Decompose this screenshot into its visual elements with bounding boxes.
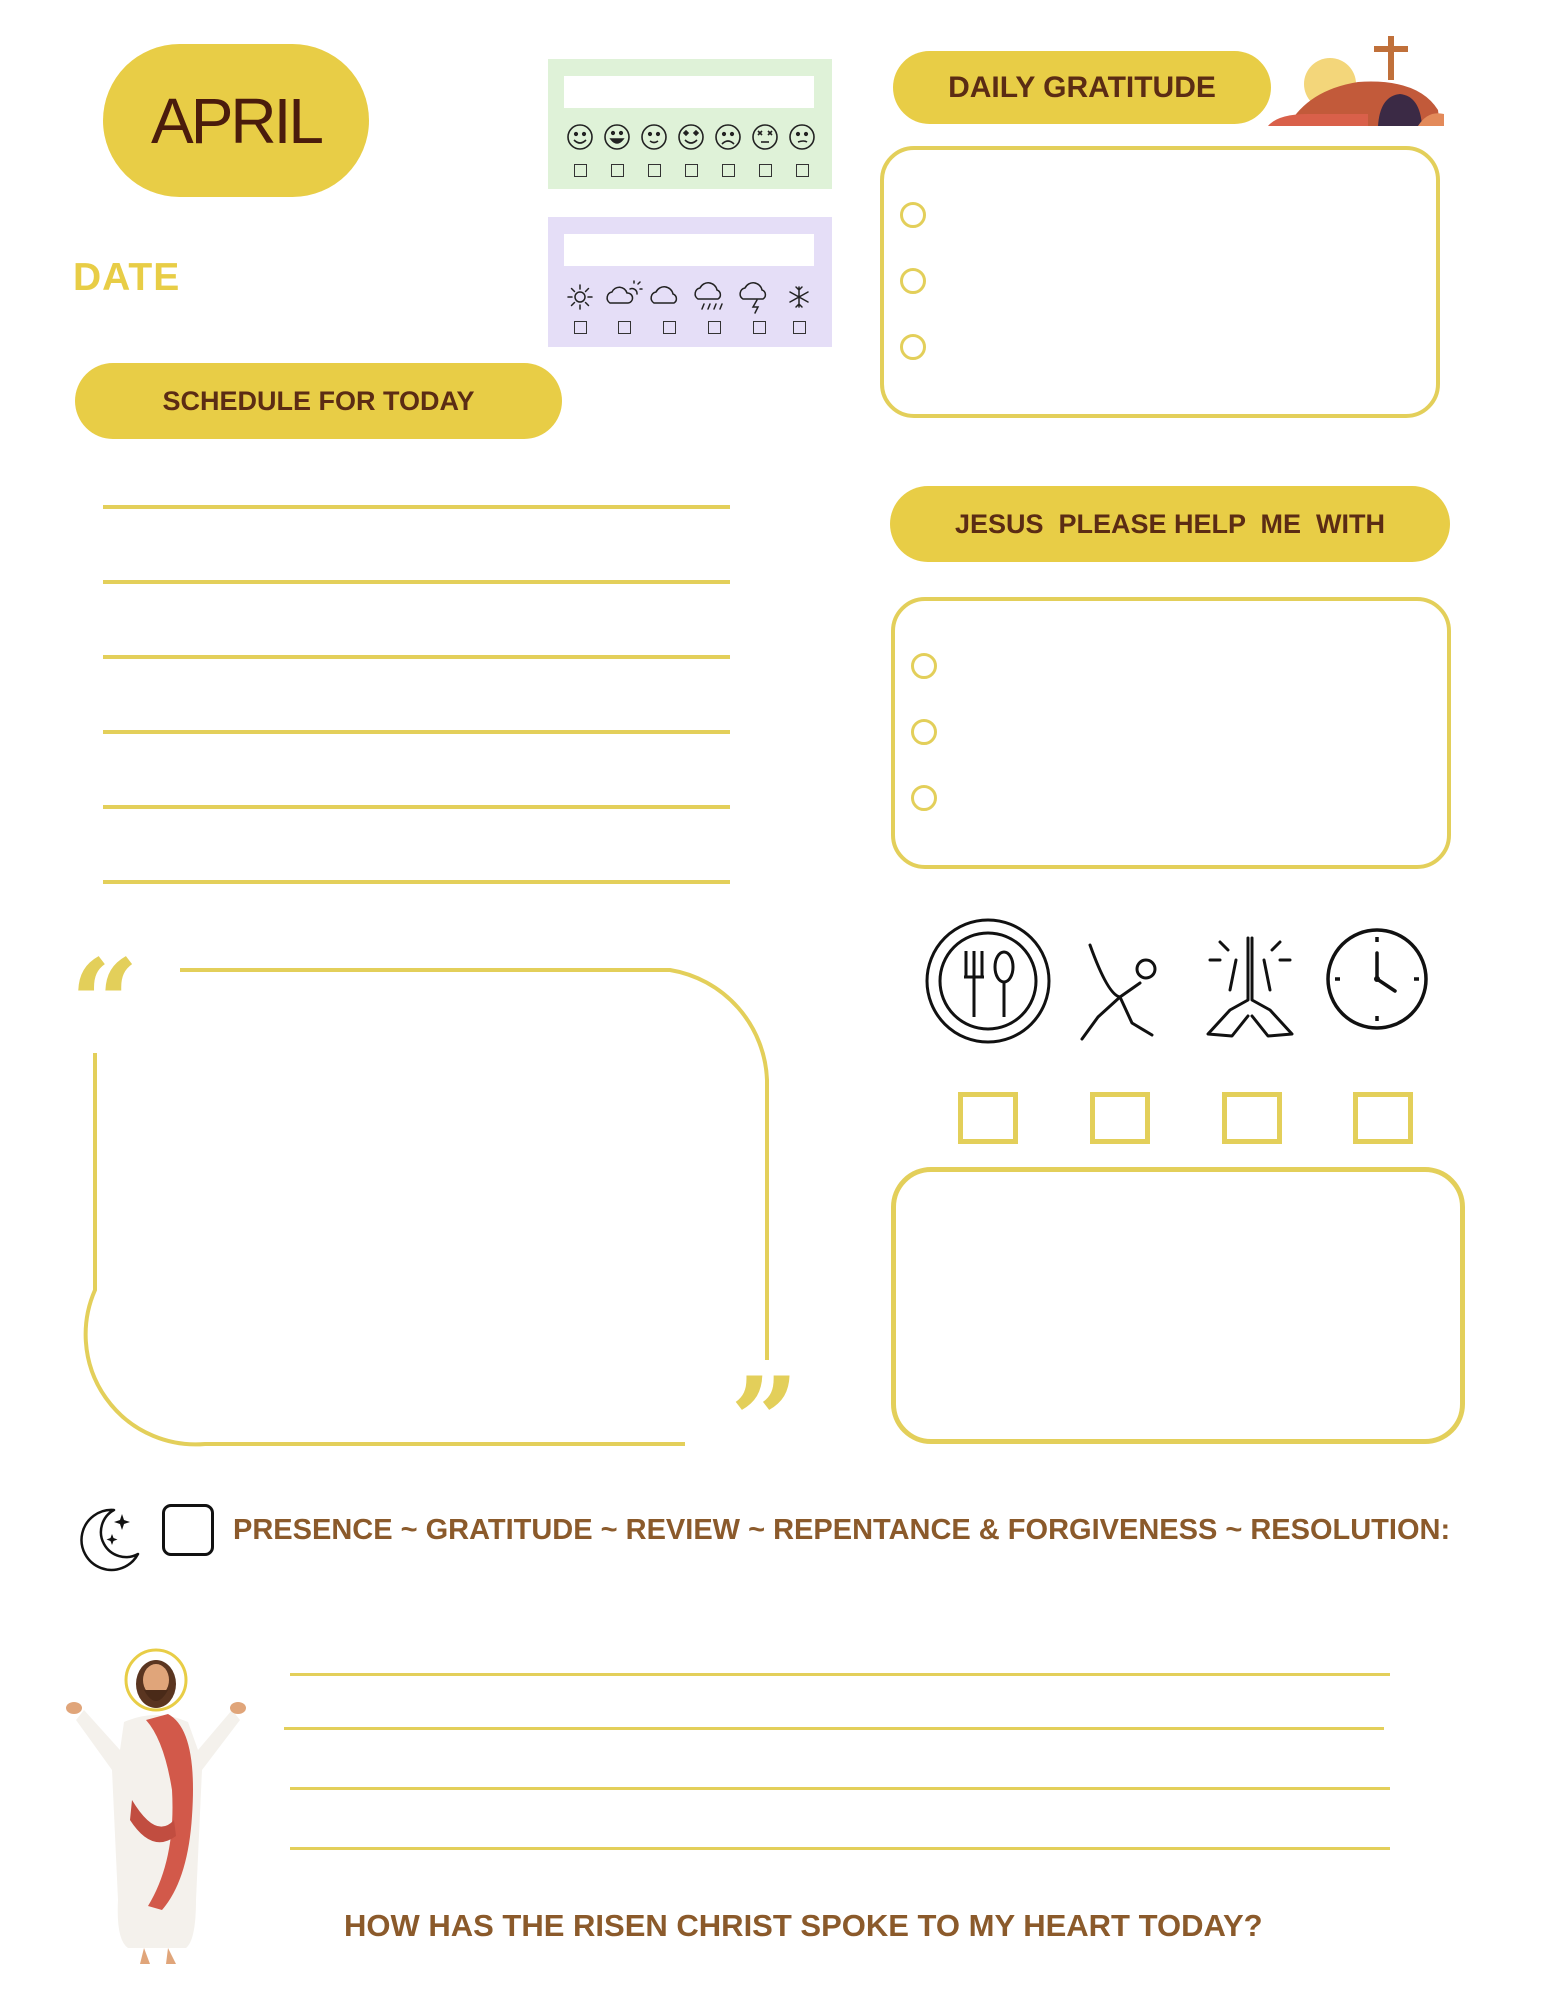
exercise-checkbox[interactable] <box>1090 1092 1150 1144</box>
reflection-line[interactable] <box>290 1847 1390 1850</box>
smile-face-icon <box>568 125 592 149</box>
schedule-line[interactable] <box>103 655 730 659</box>
weather-checkbox[interactable] <box>708 321 721 334</box>
sun-icon <box>568 285 592 309</box>
date-label: DATE <box>73 256 181 299</box>
mood-tracker <box>548 59 832 189</box>
month-label: APRIL <box>151 84 321 157</box>
praying-hands-icon <box>1200 930 1300 1045</box>
neutral-face-icon <box>642 125 666 149</box>
dizzy-face-icon <box>753 125 777 149</box>
quote-frame[interactable] <box>60 950 810 1450</box>
weather-checkbox[interactable] <box>574 321 587 334</box>
moon-stars-icon <box>72 1500 144 1572</box>
weather-checkbox[interactable] <box>618 321 631 334</box>
gratitude-label: DAILY GRATITUDE <box>948 70 1216 104</box>
love-face-icon <box>679 125 703 149</box>
reflection-question: HOW HAS THE RISEN CHRIST SPOKE TO MY HEART TODAY? <box>344 1908 1263 1943</box>
mood-checkbox[interactable] <box>611 164 624 177</box>
schedule-line[interactable] <box>103 805 730 809</box>
open-quote-icon: “ <box>70 933 140 1074</box>
help-label: JESUS PLEASE HELP ME WITH <box>954 508 1386 539</box>
partly-cloudy-icon <box>607 281 642 303</box>
reflection-line[interactable] <box>290 1673 1390 1676</box>
grin-face-icon <box>605 125 629 149</box>
meal-checkbox[interactable] <box>958 1092 1018 1144</box>
mood-checkbox[interactable] <box>796 164 809 177</box>
meh-face-icon <box>790 125 814 149</box>
schedule-line[interactable] <box>103 580 730 584</box>
schedule-line[interactable] <box>103 880 730 884</box>
gratitude-box[interactable] <box>880 146 1440 418</box>
weather-tracker <box>548 217 832 347</box>
help-bullet <box>911 785 937 811</box>
gratitude-bullet <box>900 268 926 294</box>
schedule-label: SCHEDULE FOR TODAY <box>162 385 475 416</box>
mood-checkbox[interactable] <box>722 164 735 177</box>
prayer-checkbox[interactable] <box>1222 1092 1282 1144</box>
habit-notes-box[interactable] <box>891 1167 1465 1444</box>
reflection-line[interactable] <box>290 1787 1390 1790</box>
help-box[interactable] <box>891 597 1451 869</box>
exercise-icon <box>1070 935 1170 1045</box>
weather-icons <box>548 217 832 347</box>
close-quote-icon: ” <box>730 1351 800 1492</box>
mood-checkbox[interactable] <box>574 164 587 177</box>
help-bullet <box>911 719 937 745</box>
schedule-line[interactable] <box>103 730 730 734</box>
snow-icon <box>790 287 808 307</box>
examen-checkbox[interactable] <box>162 1504 214 1556</box>
risen-christ-icon <box>36 1640 276 1970</box>
cloud-icon <box>651 287 676 303</box>
clock-checkbox[interactable] <box>1353 1092 1413 1144</box>
storm-icon <box>740 283 765 313</box>
schedule-line[interactable] <box>103 505 730 509</box>
empty-tomb-icon <box>1268 30 1446 130</box>
month-badge <box>103 44 369 197</box>
gratitude-bullet <box>900 334 926 360</box>
reflection-line[interactable] <box>284 1727 1384 1730</box>
rain-icon <box>695 283 722 309</box>
examen-text: PRESENCE ~ GRATITUDE ~ REVIEW ~ REPENTANCE & FORGIVENESS ~ RESOLUTION: <box>233 1514 1451 1546</box>
weather-checkbox[interactable] <box>753 321 766 334</box>
mood-checkbox[interactable] <box>685 164 698 177</box>
help-bullet <box>911 653 937 679</box>
gratitude-bullet <box>900 202 926 228</box>
schedule-header <box>75 363 562 439</box>
weather-checkbox[interactable] <box>793 321 806 334</box>
mood-checkbox[interactable] <box>759 164 772 177</box>
clock-icon <box>1325 927 1429 1031</box>
meal-plate-icon <box>924 917 1052 1045</box>
gratitude-header <box>893 51 1271 124</box>
mood-checkbox[interactable] <box>648 164 661 177</box>
sad-face-icon <box>716 125 740 149</box>
weather-checkbox[interactable] <box>663 321 676 334</box>
help-header <box>890 486 1450 562</box>
